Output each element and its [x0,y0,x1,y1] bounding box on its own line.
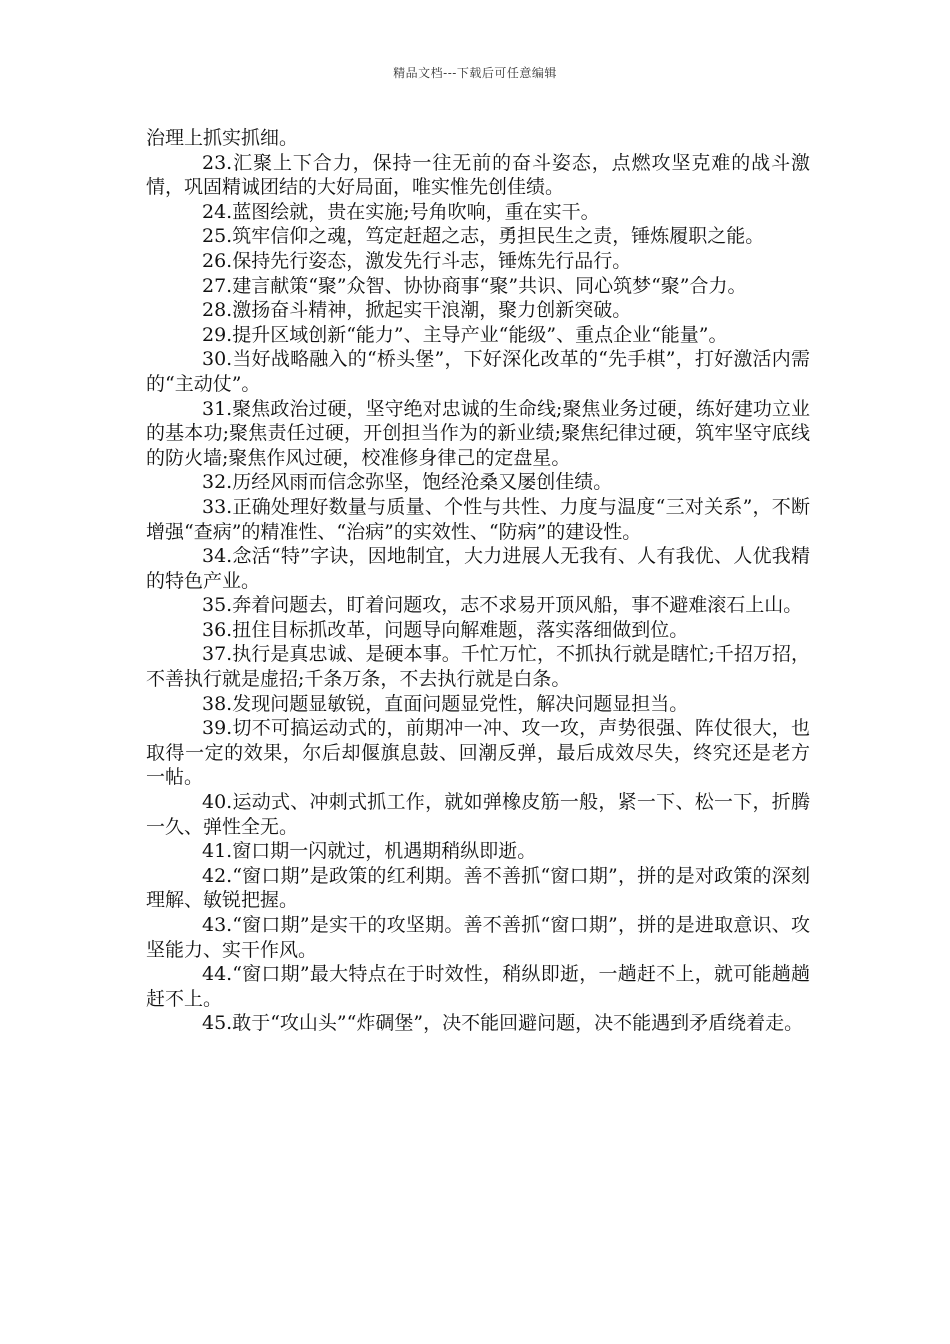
paragraph: 44.“窗口期”最大特点在于时效性，稍纵即逝，一趟赶不上，就可能趟趟赶不上。 [146,963,810,1010]
paragraph: 24.蓝图绘就，贵在实施;号角吹响，重在实干。 [202,200,600,223]
paragraph: 40.运动式、冲刺式抓工作，就如弹橡皮筋一般，紧一下、松一下，折腾一久、弹性全无。 [146,791,810,838]
paragraph: 30.当好战略融入的“桥头堡”，下好深化改革的“先手棋”，打好激活内需的“主动仗”。 [146,348,810,395]
paragraph: 38.发现问题显敏锐，直面问题显党性，解决问题显担当。 [202,692,689,715]
paragraph: 39.切不可搞运动式的，前期冲一冲、攻一攻，声势很强、阵仗很大，也取得一定的效果，尔后却偃旗息鼓、回潮反弹，最后成效尽失，终究还是老方一帖。 [146,717,810,789]
paragraph: 43.“窗口期”是实干的攻坚期。善不善抓“窗口期”，拼的是进取意识、攻坚能力、实干作风。 [146,914,810,961]
paragraph: 42.“窗口期”是政策的红利期。善不善抓“窗口期”，拼的是对政策的深刻理解、敏锐把握。 [146,864,810,912]
paragraph: 治理上抓实抓细。 [146,127,299,149]
paragraph: 29.提升区域创新“能力”、主导产业“能级”、重点企业“能量”。 [202,323,728,346]
paragraph: 25.筑牢信仰之魂，笃定赶超之志，勇担民生之责，锤炼履职之能。 [202,225,765,248]
paragraph: 45.敢于“攻山头”“炸碉堡”，决不能回避问题，决不能遇到矛盾绕着走。 [202,1012,804,1035]
paragraph: 31.聚焦政治过硬，坚守绝对忠诚的生命线;聚焦业务过硬，练好建功立业的基本功;聚焦责任过硬，开创担当作为的新业绩;聚焦纪律过硬，筑牢坚守底线的防火墙;聚焦作风过硬，校准修身律己的定盘星。 [146,397,810,469]
document-body [146,126,810,1036]
paragraph: 33.正确处理好数量与质量、个性与共性、力度与温度“三对关系”，不断增强“查病”的精准性、“治病”的实效性、“防病”的建设性。 [146,495,810,543]
paragraph: 32.历经风雨而信念弥坚，饱经沧桑又屡创佳绩。 [202,471,613,494]
paragraph: 41.窗口期一闪就过，机遇期稍纵即逝。 [202,840,537,863]
page-header: 精品文档---下载后可任意编辑 [393,66,557,80]
paragraph: 34.念活“特”字诀，因地制宜，大力进展人无我有、人有我优、人优我精的特色产业。 [146,545,810,592]
paragraph: 37.执行是真忠诚、是硬本事。千忙万忙，不抓执行就是瞎忙;千招万招，不善执行就是虚招;千条万条，不去执行就是白条。 [146,643,810,691]
paragraph: 26.保持先行姿态，激发先行斗志，锤炼先行品行。 [202,249,632,272]
paragraph: 35.奔着问题去，盯着问题攻，志不求易开顶风船，事不避难滚石上山。 [202,594,803,617]
paragraph: 27.建言献策“聚”众智、协协商事“聚”共识、同心筑梦“聚”合力。 [202,274,747,297]
paragraph: 23.汇聚上下合力，保持一往无前的奋斗姿态，点燃攻坚克难的战斗激情，巩固精诚团结的大好局面，唯实惟先创佳绩。 [146,151,810,199]
paragraph: 36.扭住目标抓改革，问题导向解难题，落实落细做到位。 [202,618,689,641]
paragraph: 28.激扬奋斗精神，掀起实干浪潮，聚力创新突破。 [202,299,632,322]
